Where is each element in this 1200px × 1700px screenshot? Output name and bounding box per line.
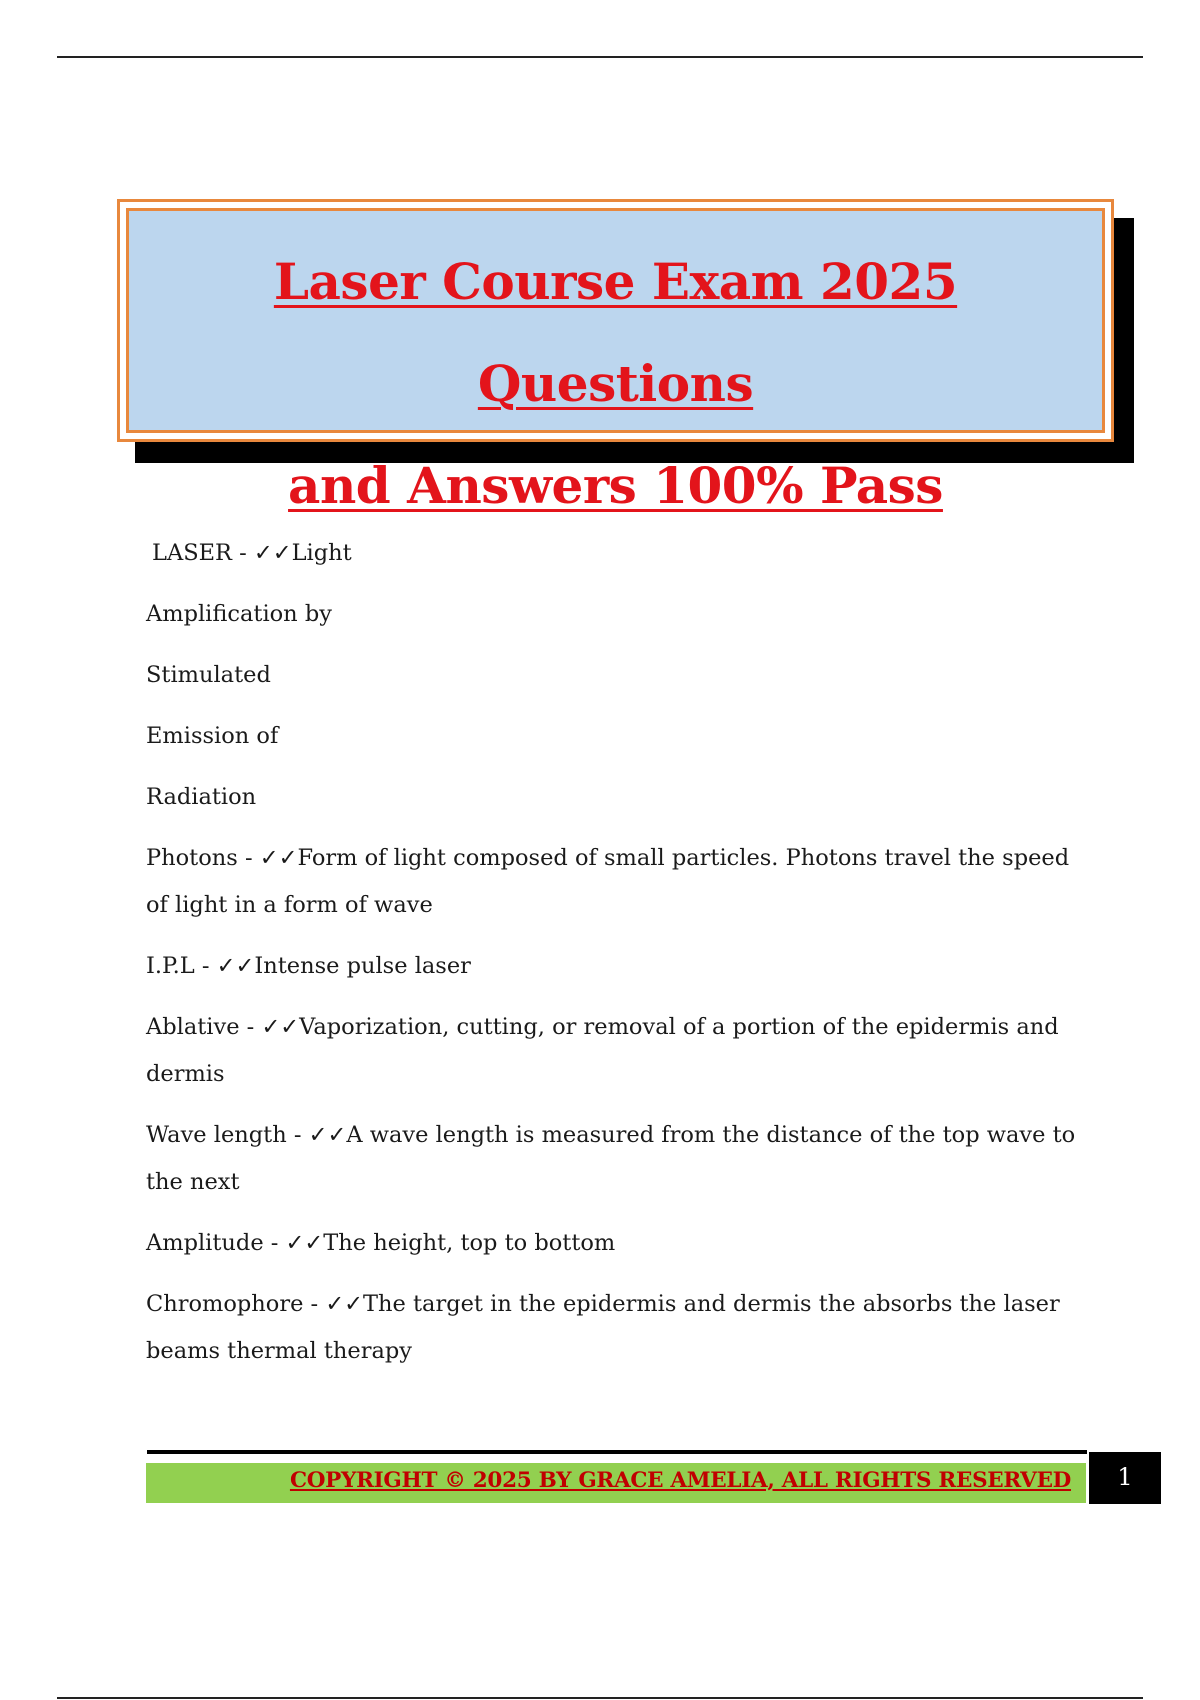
entry-definition: Radiation <box>146 784 257 810</box>
entry-definition: Emission of <box>146 723 279 749</box>
entry-ablative <box>146 1004 1086 1098</box>
entry-definition: Form of light composed of small particles. Photons travel the speed of light in a form of wave <box>146 845 1070 918</box>
double-check-icon: ✓✓ <box>325 1291 364 1317</box>
entry-laser-line-2 <box>146 591 1086 638</box>
title-line-2: and Answers 100% Pass <box>288 456 943 515</box>
double-check-icon: ✓✓ <box>261 1014 300 1040</box>
double-check-icon: ✓✓ <box>308 1122 347 1148</box>
bottom-rule <box>57 1697 1143 1699</box>
entry-definition: Light <box>291 540 352 566</box>
document-body <box>146 530 1086 1389</box>
copyright-notice: COPYRIGHT © 2025 BY GRACE AMELIA, ALL RIGHTS RESERVED <box>289 1468 1071 1493</box>
entry-amplitude <box>146 1220 1086 1267</box>
title-box <box>117 199 1114 515</box>
entry-definition: Vaporization, cutting, or removal of a portion of the epidermis and dermis <box>146 1014 1059 1087</box>
entry-term: Amplitude - <box>146 1230 286 1256</box>
header-rule <box>57 56 1143 58</box>
entry-laser-line-3 <box>146 652 1086 699</box>
entry-ipl <box>146 943 1086 990</box>
footer-band <box>146 1463 1086 1503</box>
page-number-box <box>1089 1452 1161 1504</box>
double-check-icon: ✓✓ <box>285 1230 324 1256</box>
entry-definition: The height, top to bottom <box>323 1230 616 1256</box>
entry-definition: Intense pulse laser <box>254 953 471 979</box>
entry-definition: Stimulated <box>146 662 271 688</box>
double-check-icon: ✓✓ <box>253 540 292 566</box>
title-line-1: Laser Course Exam 2025 Questions <box>273 252 958 413</box>
entry-laser-line-4 <box>146 713 1086 760</box>
entry-definition: A wave length is measured from the distance of the top wave to the next <box>146 1122 1076 1195</box>
entry-laser <box>146 530 1086 577</box>
entry-term: Ablative - <box>146 1014 262 1040</box>
page-number: 1 <box>1117 1463 1133 1491</box>
double-check-icon: ✓✓ <box>216 953 255 979</box>
document-title <box>129 231 1102 537</box>
entry-term: Wave length - <box>146 1122 309 1148</box>
footer-rule <box>147 1450 1087 1454</box>
title-box-inner <box>126 208 1105 515</box>
entry-term: LASER - <box>152 540 254 566</box>
entry-definition: Amplification by <box>146 601 332 627</box>
entry-wave-length <box>146 1112 1086 1206</box>
entry-term: Chromophore - <box>146 1291 326 1317</box>
entry-term: Photons - <box>146 845 260 871</box>
double-check-icon: ✓✓ <box>259 845 298 871</box>
entry-laser-line-5 <box>146 774 1086 821</box>
entry-photons <box>146 835 1086 929</box>
entry-term: I.P.L - <box>146 953 217 979</box>
entry-chromophore <box>146 1281 1086 1375</box>
entry-definition: The target in the epidermis and dermis the absorbs the laser beams thermal therapy <box>146 1291 1060 1364</box>
